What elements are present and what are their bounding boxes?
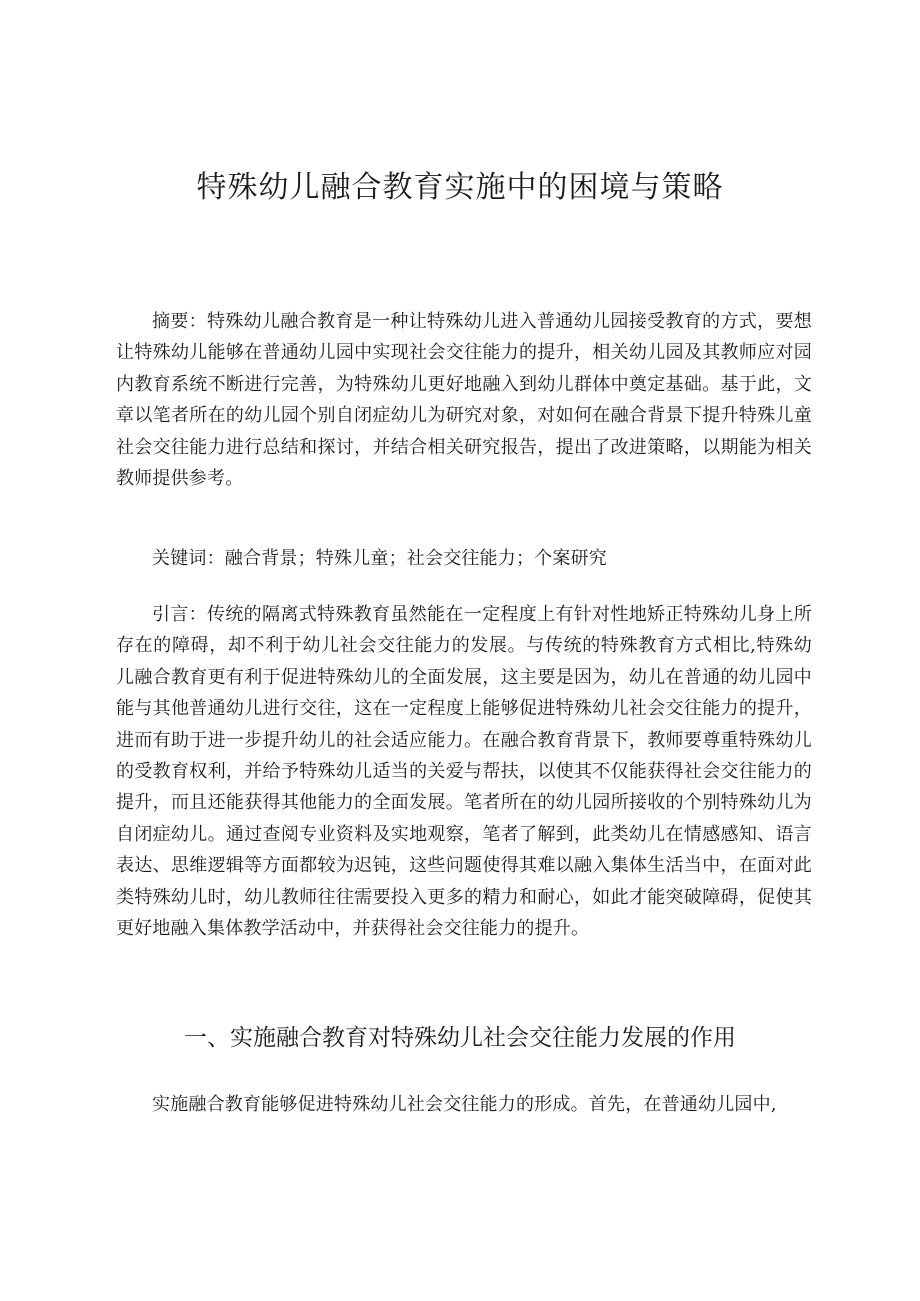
document-title: 特殊幼儿融合教育实施中的困境与策略 <box>196 170 724 205</box>
abstract-paragraph: 摘要：特殊幼儿融合教育是一种让特殊幼儿进入普通幼儿园接受教育的方式，要想让特殊幼儿能够在普通幼儿园中实现社会交往能力的提升，相关幼儿园及其教师应对园内教育系统不断进行完善，为特殊幼儿更好地融入到幼儿群体中奠定基础。基于此，文章以笔者所在的幼儿园个别自闭症幼儿为研究对象，对如何在融合背景下提升特殊儿童社会交往能力进行总结和探讨，并结合相关研究报告，提出了改进策略，以期能为相关教师提供参考。 <box>116 311 812 490</box>
section-heading: 一、实施融合教育对特殊幼儿社会交往能力发展的作用 <box>184 1025 736 1051</box>
introduction-paragraph: 引言：传统的隔离式特殊教育虽然能在一定程度上有针对性地矫正特殊幼儿身上所存在的障碍，却不利于幼儿社会交往能力的发展。与传统的特殊教育方式相比,特殊幼儿融合教育更有利于促进特殊幼儿的全面发展，这主要是因为，幼儿在普通的幼儿园中能与其他普通幼儿进行交往，这在一定程度上能够促进特殊幼儿社会交往能力的提升，进而有助于进一步提升幼儿的社会适应能力。在融合教育背景下，教师要尊重特殊幼儿的受教育权利，并给予特殊幼儿适当的关爱与帮扶，以使其不仅能获得社会交往能力的提升，而且还能获得其他能力的全面发展。笔者所在的幼儿园所接收的个别特殊幼儿为自闭症幼儿。通过查阅专业资料及实地观察，笔者了解到，此类幼儿在情感感知、语言表达、思维逻辑等方面都较为迟钝，这些问题使得其难以融入集体生活当中，在面对此类特殊幼儿时，幼儿教师往往需要投入更多的精力和耐心，如此才能突破障碍，促使其更好地融入集体教学活动中，并获得社会交往能力的提升。 <box>116 604 812 940</box>
section-paragraph: 实施融合教育能够促进特殊幼儿社会交往能力的形成。首先，在普通幼儿园中, <box>152 1094 777 1115</box>
keywords-paragraph: 关键词：融合背景；特殊儿童；社会交往能力；个案研究 <box>152 548 607 569</box>
